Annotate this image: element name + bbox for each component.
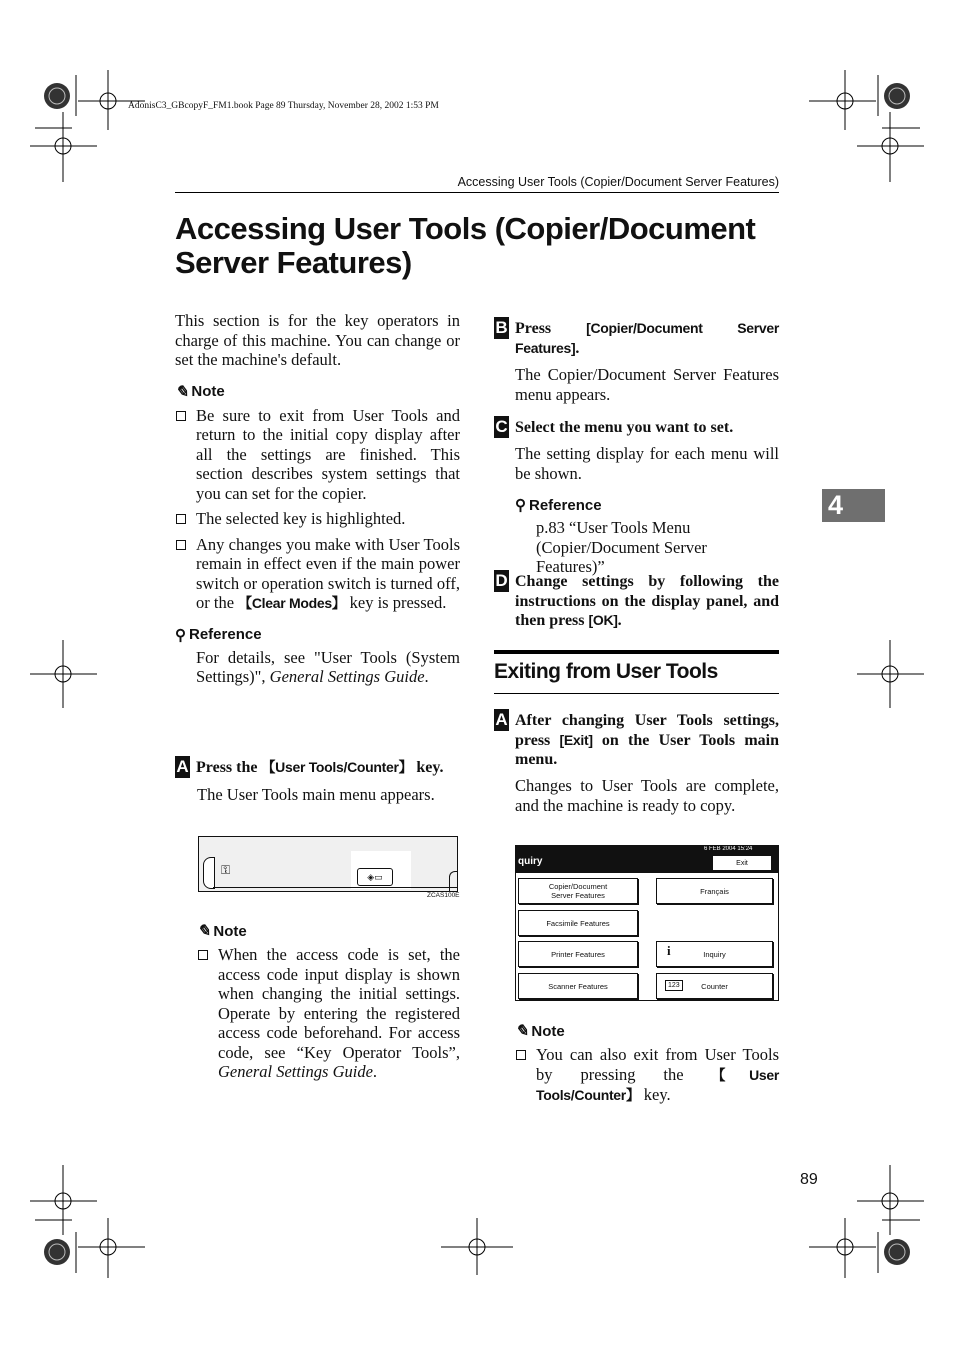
note-text: key.: [639, 1085, 671, 1104]
magnifier-icon: ⚲: [515, 497, 526, 514]
button-label: Inquiry: [703, 949, 726, 959]
list-item: [175, 509, 460, 529]
exit-button[interactable]: Exit: [712, 855, 772, 871]
step-3-result: The setting display for each menu will be shown.: [515, 444, 779, 483]
step-number: D: [495, 571, 508, 590]
control-panel-figure: [198, 836, 458, 892]
step-2-result: The Copier/Document Server Features menu appears.: [515, 365, 779, 404]
checkbox-bullet-icon: [176, 514, 186, 524]
figure-code: ZCAS100E: [427, 892, 460, 899]
francais-button[interactable]: [656, 878, 773, 904]
step-number: A: [495, 710, 508, 729]
counter-icon: 123: [665, 980, 683, 991]
title-line-1: Accessing User Tools (Copier/Document: [175, 211, 756, 246]
key-icon: ⚿: [221, 863, 231, 877]
exit-note: [515, 1021, 779, 1112]
note-label: Note: [531, 1022, 565, 1040]
chapter-tab: 4: [822, 489, 885, 522]
section-rule-bottom: [494, 693, 779, 694]
user-tools-counter-key: 【User Tools/Counter】: [261, 759, 413, 775]
section-title: Exiting from User Tools: [494, 660, 718, 683]
facsimile-features-button[interactable]: Facsimile Features: [518, 910, 638, 936]
step-instruction: Select the menu you want to set.: [515, 419, 734, 436]
panel-inner-line: [213, 887, 457, 888]
step-instruction: [196, 758, 443, 778]
step-text-part: key.: [412, 759, 444, 776]
inquiry-button[interactable]: [656, 941, 773, 967]
button-label: Counter: [701, 981, 728, 991]
button-label: Copier/Document Server Features: [548, 882, 608, 900]
header-rule: [175, 192, 779, 193]
section-rule-top: [494, 650, 779, 654]
note-text: Be sure to exit from User Tools and return to the initial copy display after all the settings are finished. This section describes system settings that you can set for the copier.: [196, 405, 460, 503]
step-number: B: [495, 318, 508, 337]
user-tools-panel: [515, 845, 779, 1001]
step-instruction: [515, 572, 779, 631]
step-number: C: [495, 417, 508, 436]
note-label: Note: [191, 383, 225, 400]
copier-document-server-features-key: [Copier/Document Server Features]: [515, 320, 779, 356]
step-3-reference: [515, 496, 779, 577]
printer-features-button[interactable]: Printer Features: [518, 941, 638, 967]
reference-guide-title: General Settings Guide: [269, 667, 425, 686]
list-item: [175, 535, 460, 614]
pencil-icon: ✎: [197, 923, 211, 940]
pencil-icon: ✎: [175, 383, 189, 401]
panel-date: 6 FEB 2004 15:24: [704, 846, 753, 852]
note-label: Note: [213, 922, 247, 940]
step-1-note: [197, 921, 460, 1088]
checkbox-bullet-icon: [198, 950, 208, 960]
reference-label: Reference: [189, 626, 262, 643]
page-title: [175, 212, 785, 280]
list-item: [197, 945, 460, 1082]
copier-document-server-features-button[interactable]: [518, 878, 638, 904]
list-item: [175, 406, 460, 504]
reference-heading: [175, 626, 460, 644]
intro-text: This section is for the key operators in charge of this machine. You can change or set the machine's default.: [175, 311, 460, 369]
file-info: AdonisC3_GBcopyF_FM1.book Page 89 Thursday, November 28, 2002 1:53 PM: [128, 101, 439, 111]
note-text: You can also exit from User Tools by pressing the: [536, 1045, 779, 1084]
note-text: .: [372, 1062, 378, 1081]
exit-key: [Exit]: [559, 731, 593, 748]
guide-title: General Settings Guide: [218, 1062, 373, 1081]
step-text-part: .: [617, 612, 622, 629]
reference-text: p.83 “User Tools Menu (Copier/Document Server Features)”: [536, 518, 707, 576]
step-text-part: Press: [515, 320, 587, 337]
title-line-2: Server Features): [175, 245, 412, 280]
note-text: When the access code is set, the access code input display is shown when changing the initial settings. Operate by entering the registered access code beforehand. For access code, see “Key Operator Tools”,: [218, 945, 460, 1062]
step-3: [494, 418, 779, 438]
reference-text-part: For details, see "User Tools (System Settings)",: [196, 647, 460, 686]
magnifier-icon: ⚲: [175, 626, 186, 644]
page-number: 89: [800, 1171, 818, 1188]
note-text: key is pressed.: [345, 593, 447, 612]
step-4: [494, 572, 779, 631]
panel-right-edge: [449, 871, 458, 892]
step-2: [494, 319, 779, 358]
counter-button[interactable]: [656, 973, 773, 999]
ok-key: [OK]: [588, 612, 618, 628]
note-heading: [175, 382, 460, 402]
scanner-features-button[interactable]: Scanner Features: [518, 973, 638, 999]
step-text-part: Press the: [196, 759, 262, 776]
left-column: [175, 311, 460, 687]
clear-modes-key: 【Clear Modes】: [238, 595, 346, 611]
reference-heading: [515, 496, 779, 514]
step-1-result: The User Tools main menu appears.: [197, 785, 435, 804]
note-heading: [197, 921, 460, 941]
note-text: Any changes you make with User Tools remain in effect even if the main power switch or operation switch is turned off, or the: [196, 534, 460, 612]
step-text-part: .: [575, 339, 580, 357]
step-number: A: [176, 757, 189, 776]
checkbox-bullet-icon: [516, 1050, 526, 1060]
step-instruction: [515, 319, 779, 358]
exit-result: Changes to User Tools are complete, and the machine is ready to copy.: [515, 776, 779, 815]
step-1: [175, 758, 460, 778]
exit-step-1: [494, 711, 779, 770]
reference-text-part: .: [424, 667, 429, 686]
step-text-part: on the User Tools main menu.: [515, 731, 780, 768]
step-text-part: Change settings by following the instructions on the display panel, and then press: [515, 573, 779, 629]
button-label: Français: [700, 886, 729, 896]
step-instruction: [515, 711, 779, 770]
checkbox-bullet-icon: [176, 411, 186, 421]
panel-edge: [203, 857, 215, 889]
list-item: [515, 1045, 779, 1106]
checkbox-bullet-icon: [176, 540, 186, 550]
note-text: The selected key is highlighted.: [196, 509, 406, 528]
step-text-part: After changing User Tools settings, press: [515, 712, 779, 749]
panel-title: quiry: [518, 856, 543, 867]
user-tools-counter-button: ◈▭: [357, 868, 393, 886]
running-head: Accessing User Tools (Copier/Document Server Features): [457, 175, 779, 189]
note-heading: [515, 1021, 779, 1041]
reference-text: [175, 648, 460, 687]
reference-label: Reference: [529, 496, 602, 514]
user-tools-counter-key: 【User Tools/Counter】: [536, 1066, 779, 1103]
info-icon: i: [667, 943, 671, 958]
pencil-icon: ✎: [515, 1023, 529, 1040]
